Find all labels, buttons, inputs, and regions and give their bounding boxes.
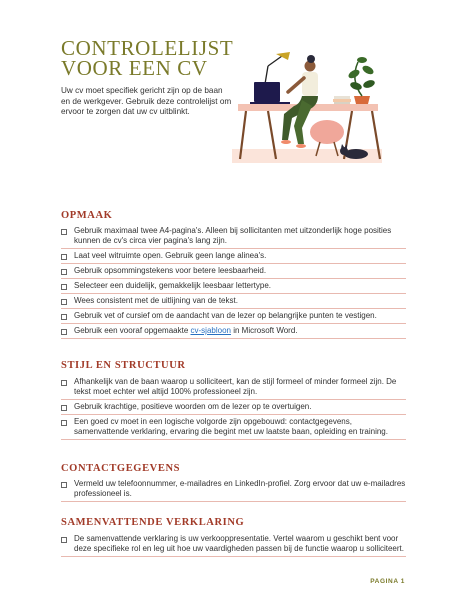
page-title xyxy=(61,38,241,78)
checklist-opmaak xyxy=(61,224,406,339)
section-heading-opmaak: OPMAAK xyxy=(61,210,113,221)
checklist-contact xyxy=(61,477,406,502)
list-item: Afhankelijk van de baan waarop u solliciteert, kan de stijl formeel of minder formeel zijn. De tekst moet echter wel altijd 100% professioneel zijn. xyxy=(61,375,406,400)
list-item: Wees consistent met de uitlijning van de tekst. xyxy=(61,294,406,309)
list-item: Gebruik opsommingstekens voor betere leesbaarheid. xyxy=(61,264,406,279)
title-line-1: CONTROLELIJST xyxy=(61,36,234,60)
checkbox-icon[interactable] xyxy=(61,380,67,386)
title-line-2: VOOR EEN CV xyxy=(61,56,208,80)
checkbox-icon[interactable] xyxy=(61,420,67,426)
checkbox-icon[interactable] xyxy=(61,284,67,290)
checkbox-icon[interactable] xyxy=(61,254,67,260)
list-item: Gebruik een vooraf opgemaakte cv-sjabloon in Microsoft Word. xyxy=(61,324,406,339)
list-item: Selecteer een duidelijk, gemakkelijk leesbaar lettertype. xyxy=(61,279,406,294)
page-number: PAGINA 1 xyxy=(370,578,405,585)
checkbox-icon[interactable] xyxy=(61,314,67,320)
checkbox-icon[interactable] xyxy=(61,537,67,543)
section-heading-stijl: STIJL EN STRUCTUUR xyxy=(61,360,186,371)
list-item: Laat veel witruimte open. Gebruik geen lange alinea's. xyxy=(61,249,406,264)
checkbox-icon[interactable] xyxy=(61,405,67,411)
list-item: Een goed cv moet in een logische volgorde zijn opgebouwd: contactgegevens, samenvattende verklaring, ervaring die begint met uw laatste baan, opleiding en training. xyxy=(61,415,406,440)
list-item: Gebruik maximaal twee A4-pagina's. Alleen bij sollicitanten met uitzonderlijk hoge posities kunnen de cv's circa vier pagina's lang zijn. xyxy=(61,224,406,249)
cv-template-link[interactable]: cv-sjabloon xyxy=(190,326,231,335)
list-item: Vermeld uw telefoonnummer, e-mailadres en LinkedIn-profiel. Zorg ervoor dat uw e-mailadres professioneel is. xyxy=(61,477,406,502)
checkbox-icon[interactable] xyxy=(61,329,67,335)
checkbox-icon[interactable] xyxy=(61,229,67,235)
checkbox-icon[interactable] xyxy=(61,269,67,275)
list-item: Gebruik vet of cursief om de aandacht van de lezer op belangrijke punten te vestigen. xyxy=(61,309,406,324)
checklist-samenvatting xyxy=(61,532,406,557)
section-heading-samenvatting: SAMENVATTENDE VERKLARING xyxy=(61,517,245,528)
list-item: Gebruik krachtige, positieve woorden om de lezer op te overtuigen. xyxy=(61,400,406,415)
section-heading-contact: CONTACTGEGEVENS xyxy=(61,463,181,474)
intro-paragraph: Uw cv moet specifiek gericht zijn op de baan en de werkgever. Gebruik deze controlelijst om ervoor te zorgen dat uw cv uitblinkt. xyxy=(61,86,232,116)
list-item: De samenvattende verklaring is uw verkooppresentatie. Vertel waarom u geschikt bent voor deze specifieke rol en leg uit hoe uw vaardigheden passen bij de functie waarop u solliciteert. xyxy=(61,532,406,557)
checkbox-icon[interactable] xyxy=(61,482,67,488)
checkbox-icon[interactable] xyxy=(61,299,67,305)
woman-at-desk-illustration xyxy=(232,44,402,174)
checklist-stijl xyxy=(61,375,406,440)
